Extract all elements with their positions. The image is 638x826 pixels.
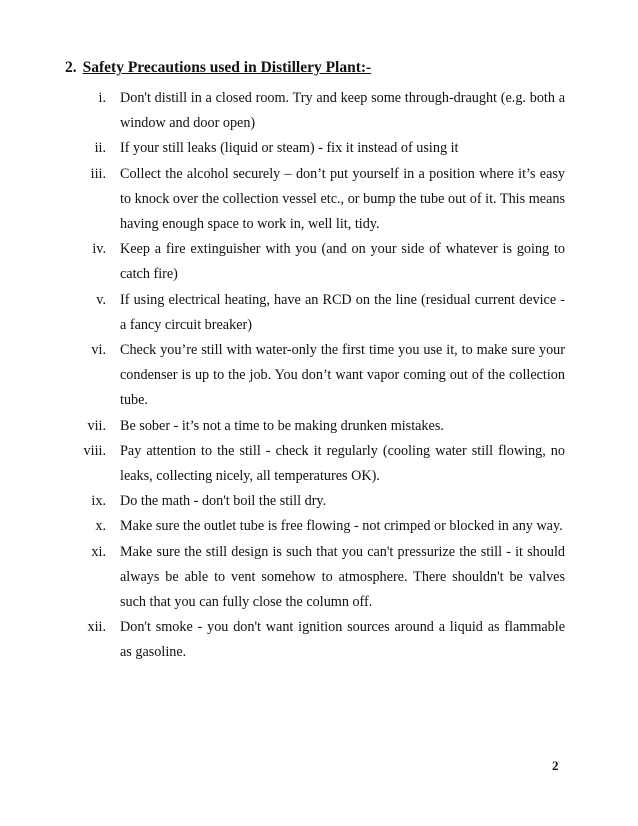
list-marker: vii. — [87, 417, 106, 434]
list-item — [60, 514, 565, 539]
section-heading — [65, 58, 371, 78]
list-item-text: Don't smoke - you don't want ignition sources around a liquid as flammable as gasoline. — [120, 619, 565, 661]
list-item — [60, 615, 565, 665]
section-title: Safety Precautions used in Distillery Plant:- — [82, 59, 372, 76]
list-marker: ii. — [94, 140, 106, 157]
list-marker: iv. — [92, 241, 106, 258]
list-item — [60, 237, 565, 287]
list-item — [60, 162, 565, 238]
list-marker: viii. — [83, 442, 106, 459]
list-item — [60, 86, 565, 136]
list-item — [60, 414, 565, 439]
list-marker: ix. — [91, 493, 106, 510]
list-item-text: Keep a fire extinguisher with you (and on your side of whatever is going to catch fire) — [120, 241, 565, 283]
list-item — [60, 489, 565, 514]
list-item-text: Do the math - don't boil the still dry. — [120, 493, 327, 510]
list-item — [60, 288, 565, 338]
list-marker: x. — [95, 518, 106, 535]
list-item-text: Check you’re still with water-only the first time you use it, to make sure your condenser is up to the job. You don’t want vapor coming out of the collection tube. — [120, 342, 565, 409]
list-marker: i. — [98, 90, 106, 106]
list-item — [60, 338, 565, 414]
list-item — [60, 136, 565, 161]
list-marker: vi. — [91, 342, 106, 359]
list-marker: v. — [96, 291, 106, 308]
list-item — [60, 540, 565, 616]
precautions-list — [60, 86, 565, 666]
page-number: 2 — [552, 758, 559, 773]
list-item-text: If your still leaks (liquid or steam) - fix it instead of using it — [120, 140, 459, 157]
list-marker: iii. — [90, 165, 106, 182]
list-item-text: If using electrical heating, have an RCD on the line (residual current device - a fancy circuit breaker) — [120, 291, 565, 333]
list-marker: xi. — [91, 543, 106, 560]
list-item-text: Make sure the still design is such that you can't pressurize the still - it should always be able to vent somehow to atmosphere. There shouldn't be valves such that you can fully close the column off. — [120, 543, 565, 611]
list-marker: xii. — [87, 619, 106, 636]
list-item-text: Make sure the outlet tube is free flowing - not crimped or blocked in any way. — [120, 518, 563, 535]
list-item-text: Pay attention to the still - check it regularly (cooling water still flowing, no leaks, collecting nicely, all temperatures OK). — [120, 442, 565, 485]
list-item-text: Collect the alcohol securely – don’t put yourself in a position where it’s easy to knock over the collection vessel etc., or bump the tube out of it. This means having enough space to work in, well lit, tidy. — [120, 165, 565, 233]
section-number: 2. — [65, 59, 77, 76]
list-item-text: Don't distill in a closed room. Try and keep some through-draught (e.g. both a window and door open) — [120, 90, 565, 132]
list-item — [60, 439, 565, 489]
list-item-text: Be sober - it’s not a time to be making drunken mistakes. — [120, 417, 444, 434]
